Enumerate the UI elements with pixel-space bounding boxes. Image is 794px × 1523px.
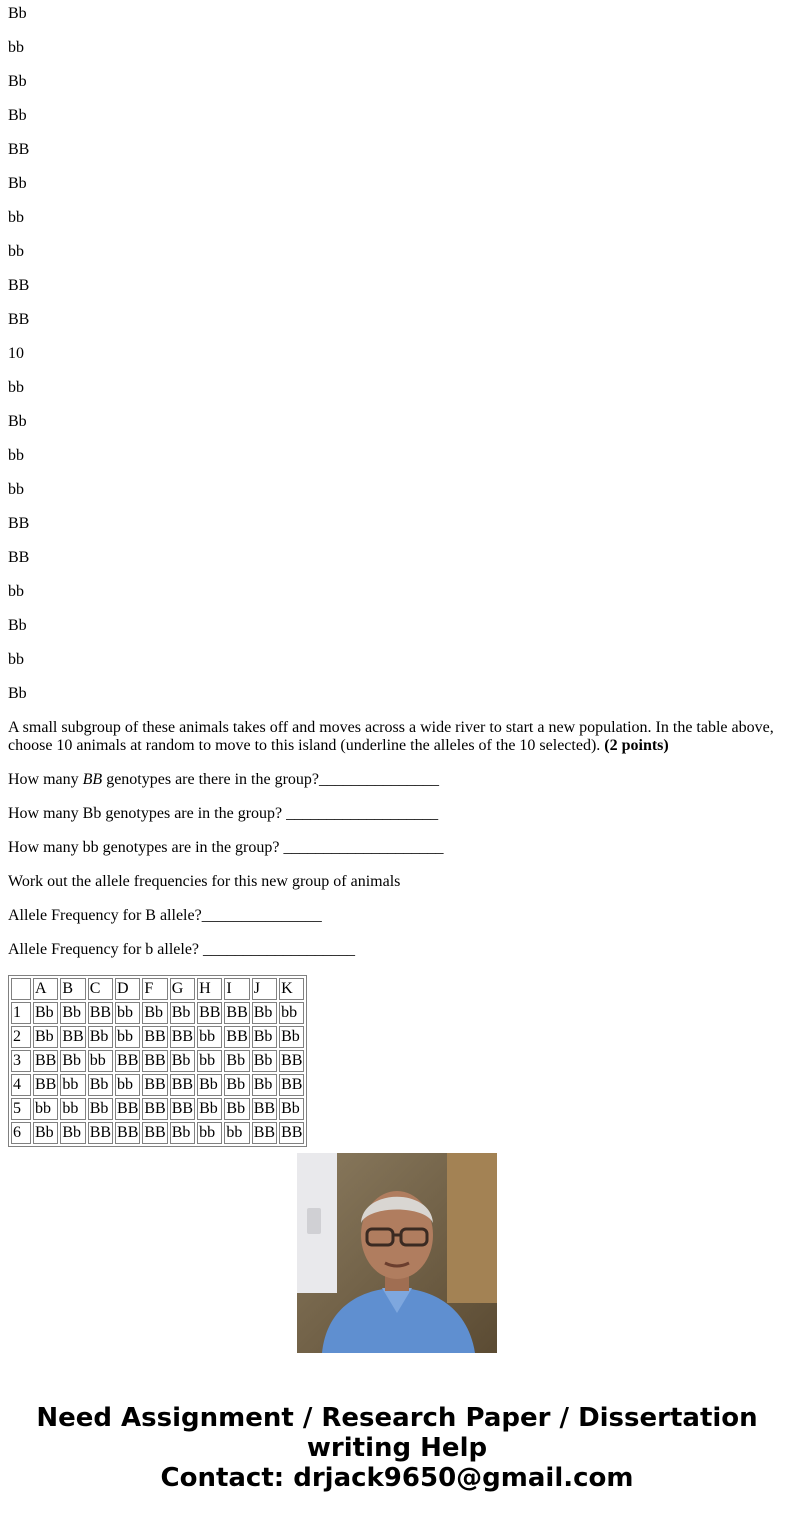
list-item: bb (8, 481, 24, 498)
list-item: Bb (8, 685, 27, 702)
table-cell: BB (252, 1098, 277, 1120)
table-header-cell: I (224, 978, 249, 1000)
instructions-paragraph (8, 719, 786, 755)
list-item: 10 (8, 345, 24, 362)
table-cell: 6 (11, 1122, 31, 1144)
question-BB-suffix: genotypes are there in the group?_______________ (102, 771, 440, 788)
list-item: Bb (8, 413, 27, 430)
table-cell: Bb (33, 1002, 58, 1024)
question-BB (8, 771, 439, 789)
table-cell: bb (197, 1026, 222, 1048)
table-header-cell: H (197, 978, 222, 1000)
question-BB-genotype: BB (82, 771, 103, 788)
table-cell: Bb (224, 1098, 249, 1120)
table-header-cell: A (33, 978, 58, 1000)
list-item: bb (8, 243, 24, 260)
table-body (11, 1002, 304, 1144)
table-cell: Bb (252, 1074, 277, 1096)
list-item: BB (8, 549, 30, 566)
genotype-table (8, 975, 307, 1147)
table-cell: BB (170, 1026, 195, 1048)
table-row (11, 1122, 304, 1144)
list-item: bb (8, 651, 24, 668)
table-row (11, 1050, 304, 1072)
table-cell: 3 (11, 1050, 31, 1072)
table-cell: Bb (33, 1026, 58, 1048)
person-photo (297, 1153, 497, 1353)
promo-banner (0, 1403, 794, 1493)
table-cell: bb (60, 1074, 85, 1096)
question-freq-b: Allele Frequency for b allele? ___________________ (8, 941, 356, 958)
list-item: Bb (8, 5, 27, 22)
question-Bb: How many Bb genotypes are in the group? ___________________ (8, 805, 439, 822)
table-cell: bb (224, 1122, 249, 1144)
table-cell: BB (279, 1074, 304, 1096)
table-cell: BB (142, 1098, 167, 1120)
table-cell: bb (115, 1002, 140, 1024)
table-cell: Bb (170, 1122, 195, 1144)
table-header-cell: D (115, 978, 140, 1000)
table-cell: BB (170, 1074, 195, 1096)
table-cell: BB (252, 1122, 277, 1144)
table-cell: Bb (197, 1074, 222, 1096)
table-cell: BB (33, 1050, 58, 1072)
table-header-cell: G (170, 978, 195, 1000)
table-cell: BB (33, 1074, 58, 1096)
table-cell: 5 (11, 1098, 31, 1120)
table-cell: BB (142, 1122, 167, 1144)
table-cell: BB (88, 1122, 113, 1144)
table-cell: BB (224, 1026, 249, 1048)
table-cell: Bb (60, 1002, 85, 1024)
table-row (11, 1002, 304, 1024)
table-cell: Bb (252, 1002, 277, 1024)
table-cell: bb (279, 1002, 304, 1024)
table-cell: Bb (88, 1074, 113, 1096)
table-cell: BB (142, 1050, 167, 1072)
table-row (11, 1074, 304, 1096)
table-cell: bb (115, 1074, 140, 1096)
table-cell: Bb (252, 1050, 277, 1072)
table-cell: Bb (224, 1050, 249, 1072)
table-cell: BB (197, 1002, 222, 1024)
table-cell: Bb (279, 1098, 304, 1120)
list-item: BB (8, 277, 30, 294)
table-cell: BB (142, 1026, 167, 1048)
promo-contact[interactable]: Contact: drjack9650@gmail.com (160, 1463, 634, 1493)
question-BB-prefix: How many (8, 771, 83, 788)
table-cell: Bb (224, 1074, 249, 1096)
table-cell: BB (170, 1098, 195, 1120)
table-cell: BB (279, 1050, 304, 1072)
table-cell: BB (279, 1122, 304, 1144)
table-cell: bb (197, 1050, 222, 1072)
list-item: Bb (8, 107, 27, 124)
table-cell: 4 (11, 1074, 31, 1096)
table-cell: Bb (88, 1026, 113, 1048)
table-cell: Bb (88, 1098, 113, 1120)
table-cell: bb (197, 1122, 222, 1144)
table-cell: Bb (33, 1122, 58, 1144)
work-out-text: Work out the allele frequencies for this new group of animals (8, 873, 401, 890)
list-item: bb (8, 379, 24, 396)
instructions-text: A small subgroup of these animals takes off and moves across a wide river to start a new population. In the table above, choose 10 animals at random to move to this island (underline the alleles of the 10 selected). (8, 719, 774, 754)
table-row (11, 1098, 304, 1120)
question-bb: How many bb genotypes are in the group? ____________________ (8, 839, 444, 856)
list-item: Bb (8, 617, 27, 634)
table-header-cell: K (279, 978, 304, 1000)
table-header-cell: C (88, 978, 113, 1000)
list-item: bb (8, 209, 24, 226)
table-cell: BB (142, 1074, 167, 1096)
table-header-cell: F (142, 978, 167, 1000)
table-cell: bb (60, 1098, 85, 1120)
list-item: bb (8, 39, 24, 56)
table-cell: BB (60, 1026, 85, 1048)
table-cell: bb (115, 1026, 140, 1048)
table-header-cell: J (252, 978, 277, 1000)
table-header-cell: B (60, 978, 85, 1000)
table-cell: BB (224, 1002, 249, 1024)
question-freq-B: Allele Frequency for B allele?_______________ (8, 907, 322, 924)
table-cell: BB (115, 1122, 140, 1144)
table-cell: Bb (60, 1122, 85, 1144)
table-cell: 1 (11, 1002, 31, 1024)
table-cell: Bb (279, 1026, 304, 1048)
list-item: BB (8, 311, 30, 328)
table-cell: Bb (170, 1002, 195, 1024)
table-cell: Bb (252, 1026, 277, 1048)
list-item: BB (8, 141, 30, 158)
table-cell: BB (115, 1098, 140, 1120)
promo-line-2: writing Help (306, 1433, 488, 1463)
list-item: BB (8, 515, 30, 532)
table-header-row (11, 978, 304, 1000)
points-label: (2 points) (604, 737, 669, 754)
table-row (11, 1026, 304, 1048)
table-cell: BB (115, 1050, 140, 1072)
table-header-cell (11, 978, 31, 1000)
table-cell: Bb (60, 1050, 85, 1072)
avatar (297, 1153, 497, 1353)
table-cell: Bb (142, 1002, 167, 1024)
genotype-table-viewport[interactable] (8, 975, 303, 1141)
list-item: Bb (8, 73, 27, 90)
table-cell: bb (88, 1050, 113, 1072)
list-item: bb (8, 447, 24, 464)
promo-line-1: Need Assignment / Research Paper / Dissertation (36, 1403, 758, 1433)
table-cell: bb (33, 1098, 58, 1120)
table-cell: Bb (170, 1050, 195, 1072)
list-item: bb (8, 583, 24, 600)
table-cell: 2 (11, 1026, 31, 1048)
table-cell: Bb (197, 1098, 222, 1120)
table-cell: BB (88, 1002, 113, 1024)
list-item: Bb (8, 175, 27, 192)
